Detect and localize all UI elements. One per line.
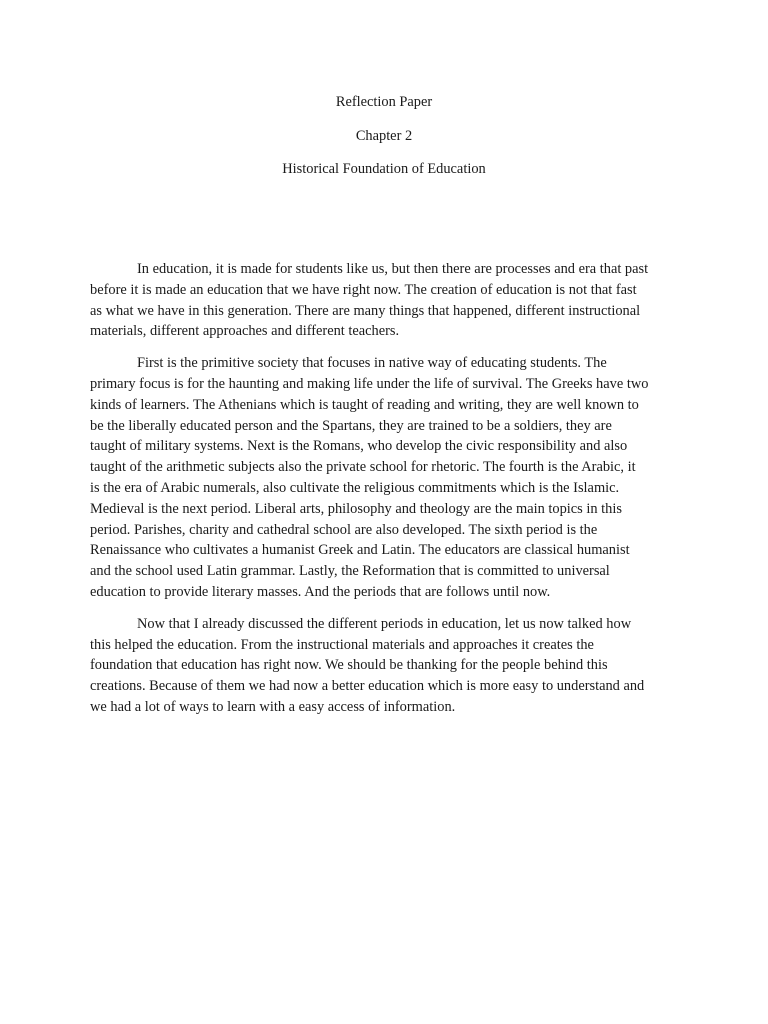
paragraph-1: [90, 259, 675, 342]
paragraph-line: and the school used Latin grammar. Lastly, the Reformation that is committed to universal: [90, 563, 610, 580]
paragraph-3: [90, 614, 675, 718]
document-body: [90, 259, 675, 729]
paragraph-line: First is the primitive society that focuses in native way of educating students. The: [137, 355, 607, 372]
paragraph-line: before it is made an education that we have right now. The creation of education is not that fast: [90, 281, 637, 298]
paragraph-line: we had a lot of ways to learn with a easy access of information.: [90, 698, 456, 715]
paragraph-line: period. Parishes, charity and cathedral school are also developed. The sixth period is the: [90, 521, 598, 538]
paragraph-line: Medieval is the next period. Liberal arts, philosophy and theology are the main topics in this: [90, 500, 622, 517]
paragraph-line: Now that I already discussed the different periods in education, let us now talked how: [137, 615, 632, 632]
paragraph-line: materials, different approaches and different teachers.: [90, 323, 400, 340]
paragraph-line: taught of the arithmetic subjects also the private school for rhetoric. The fourth is the Arabic, it: [90, 459, 636, 476]
paragraph-line: taught of military systems. Next is the Romans, who develop the civic responsibility and also: [90, 438, 628, 455]
paragraph-line: is the era of Arabic numerals, also cultivate the religious commitments which is the Islamic.: [90, 479, 620, 496]
document-subtitle: Historical Foundation of Education: [282, 161, 486, 177]
paragraph-line: this helped the education. From the instructional materials and approaches it creates the: [90, 636, 594, 653]
paragraph-line: foundation that education has right now. We should be thanking for the people behind this: [90, 657, 608, 674]
paragraph-line: kinds of learners. The Athenians which is taught of reading and writing, they are well known to: [90, 396, 639, 413]
paragraph-line: Renaissance who cultivates a humanist Greek and Latin. The educators are classical humanist: [90, 542, 630, 559]
chapter-heading: Chapter 2: [355, 128, 413, 144]
paragraph-line: creations. Because of them we had now a better education which is more easy to understand and: [90, 678, 645, 695]
paragraph-line: In education, it is made for students like us, but then there are processes and era that past: [137, 261, 649, 277]
paragraph-line: primary focus is for the haunting and making life under the life of survival. The Greeks have two: [90, 375, 649, 392]
paragraph-line: education to provide literary masses. And the periods that are follows until now.: [90, 583, 551, 600]
paragraph-line: be the liberally educated person and the Spartans, they are trained to be a soldiers, they are: [90, 417, 612, 434]
paragraph-2: [90, 353, 675, 603]
document-title: Reflection Paper: [335, 94, 433, 110]
paragraph-line: as what we have in this generation. There are many things that happened, different instructional: [90, 302, 641, 319]
